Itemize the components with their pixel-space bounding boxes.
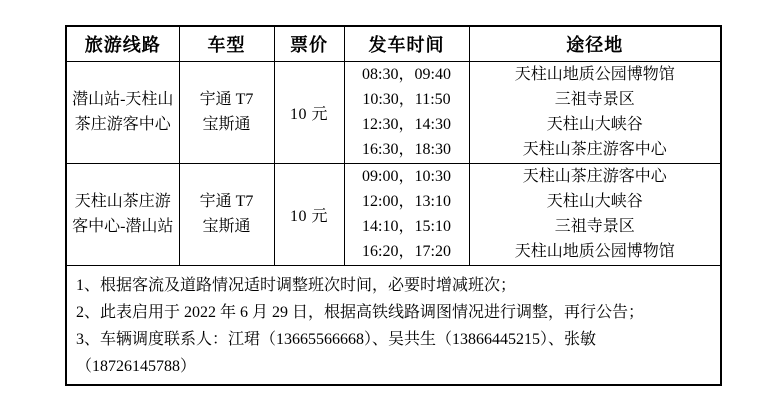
note-line-3-continued: （18726145788） — [76, 357, 197, 375]
stop-entry: 天柱山大峡谷 — [546, 193, 643, 210]
stops-cell — [469, 61, 721, 163]
time-entry: 12:00，13:10 — [362, 193, 451, 210]
table-row — [66, 61, 721, 163]
note-line-2: 2、此表启用于 2022 年 6 月 29 日，根据高铁线路调图情况进行调整，再行公告； — [76, 303, 645, 321]
header-departure-time: 发车时间 — [344, 26, 469, 61]
header-row — [66, 26, 721, 61]
time-entry: 12:30，14:30 — [362, 116, 451, 133]
stop-entry: 天柱山茶庄游客中心 — [522, 141, 667, 158]
time-entry: 10:30，11:50 — [362, 91, 451, 108]
vehicle-line: 宇通 T7 — [199, 193, 254, 210]
stop-entry: 三祖寺景区 — [554, 218, 635, 235]
header-ticket-price: 票价 — [274, 26, 344, 61]
note-line-1: 1、根据客流及道路情况适时调整班次时间，必要时增减班次； — [76, 276, 517, 294]
times-cell — [344, 163, 469, 265]
vehicle-cell — [179, 163, 274, 265]
stop-entry: 天柱山地质公园博物馆 — [514, 243, 675, 260]
header-vehicle-type: 车型 — [179, 26, 274, 61]
note-line-3: 3、车辆调度联系人：江珺（13665566668）、吴共生（13866445215）、张敏 — [76, 330, 597, 348]
time-entry: 16:30，18:30 — [362, 141, 451, 158]
vehicle-line: 宝斯通 — [202, 218, 251, 235]
notes-row — [66, 265, 721, 385]
time-entry: 14:10，15:10 — [362, 218, 451, 235]
times-cell — [344, 61, 469, 163]
header-via-stops: 途径地 — [469, 26, 721, 61]
time-entry: 08:30，09:40 — [362, 66, 451, 83]
route-cell: 天柱山茶庄游客中心-潜山站 — [66, 163, 179, 265]
stops-cell — [469, 163, 721, 265]
notes-cell — [66, 265, 721, 385]
time-entry: 16:20，17:20 — [362, 243, 451, 260]
stop-entry: 天柱山大峡谷 — [546, 116, 643, 133]
header-route: 旅游线路 — [66, 26, 179, 61]
time-entry: 09:00，10:30 — [362, 168, 451, 185]
route-cell: 潜山站-天柱山茶庄游客中心 — [66, 61, 179, 163]
bus-schedule-table — [65, 25, 722, 386]
stop-entry: 三祖寺景区 — [554, 91, 635, 108]
stop-entry: 天柱山地质公园博物馆 — [514, 66, 675, 83]
price-cell: 10 元 — [274, 163, 344, 265]
price-cell: 10 元 — [274, 61, 344, 163]
vehicle-cell — [179, 61, 274, 163]
vehicle-line: 宇通 T7 — [199, 91, 254, 108]
table-row — [66, 163, 721, 265]
stop-entry: 天柱山茶庄游客中心 — [522, 168, 667, 185]
vehicle-line: 宝斯通 — [202, 116, 251, 133]
